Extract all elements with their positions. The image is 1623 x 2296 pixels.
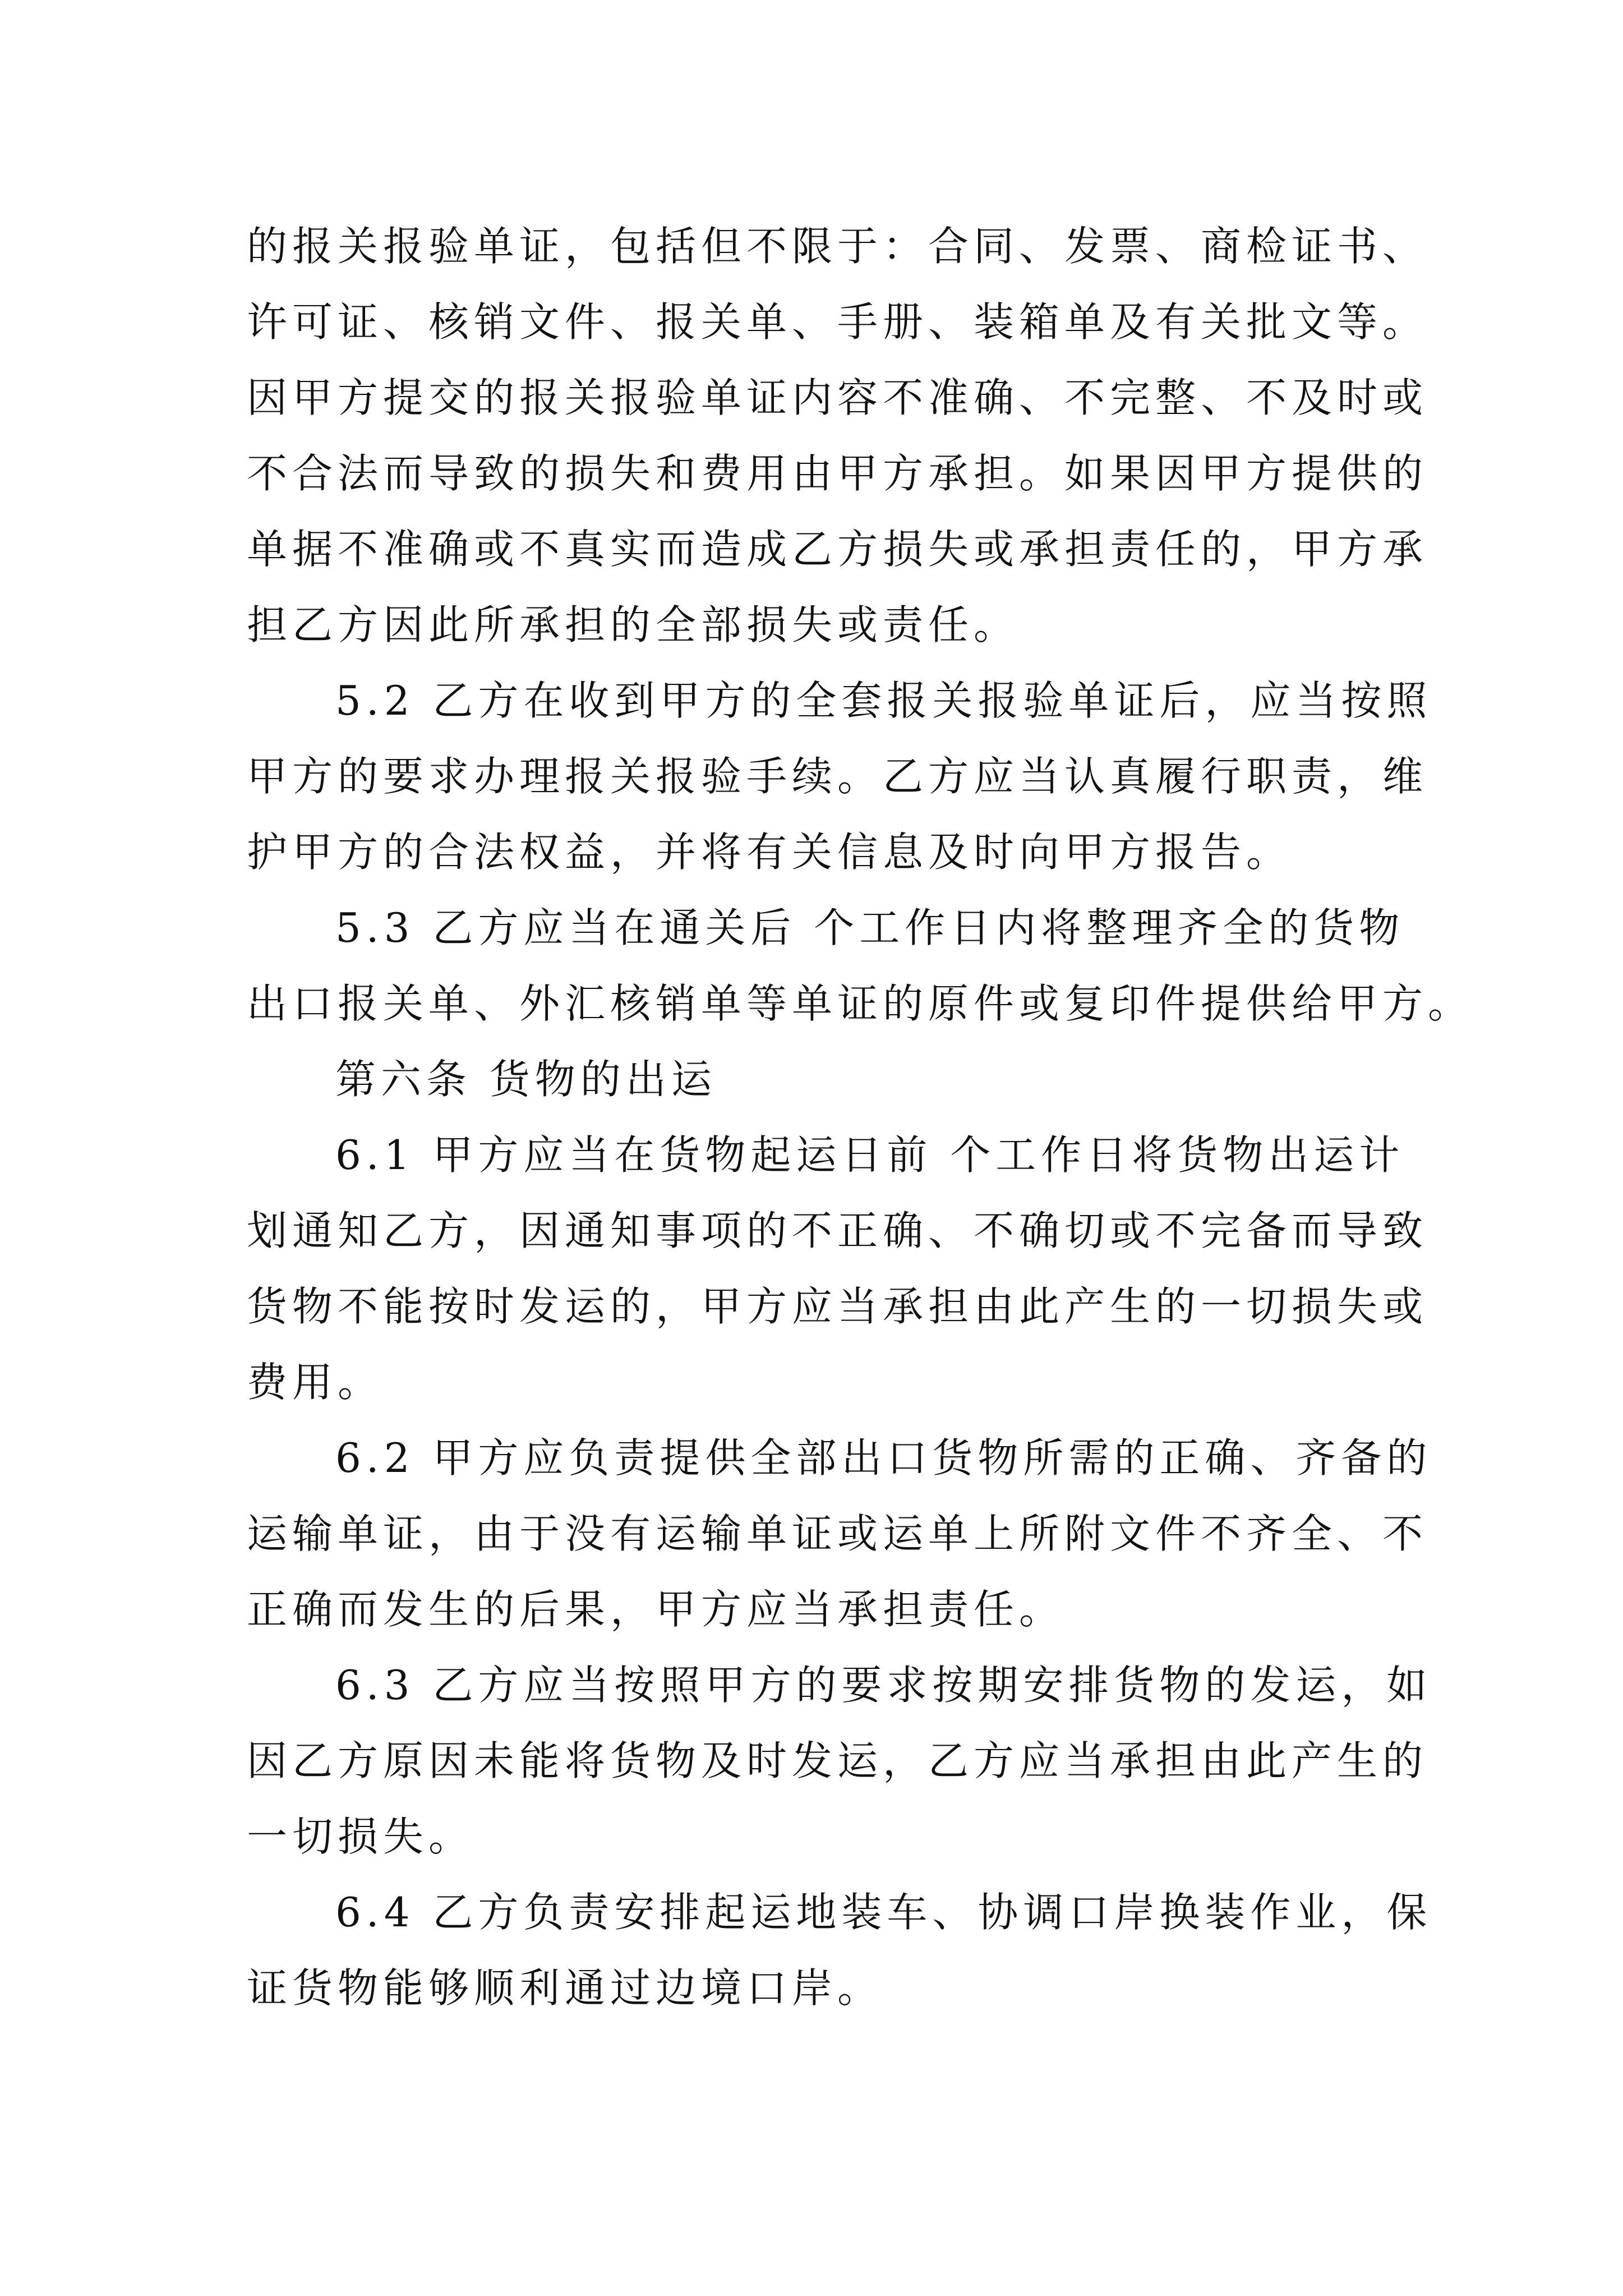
document-body: [247, 209, 1474, 2026]
text-line: 担乙方因此所承担的全部损失或责任。: [247, 601, 1020, 648]
paragraph-5-3-start: 5.3 乙方应当在通关后 个工作日内将整理齐全的货物: [335, 904, 1405, 951]
text-line: 因乙方原因未能将货物及时发运，乙方应当承担由此产生的: [247, 1737, 1428, 1784]
paragraph-5-2-start: 5.2 乙方在收到甲方的全套报关报验单证后，应当按照: [335, 677, 1432, 724]
text-line: 出口报关单、外汇核销单等单证的原件或复印件提供给甲方。: [247, 980, 1474, 1027]
text-line: 因甲方提交的报关报验单证内容不准确、不完整、不及时或: [247, 374, 1428, 421]
section-heading-article-6: 第六条 货物的出运: [335, 1056, 717, 1103]
text-line: 的报关报验单证，包括但不限于：合同、发票、商检证书、: [247, 223, 1428, 270]
text-line: 甲方的要求办理报关报验手续。乙方应当认真履行职责，维: [247, 753, 1428, 800]
text-line: 货物不能按时发运的，甲方应当承担由此产生的一切损失或: [247, 1283, 1428, 1330]
paragraph-6-2-start: 6.2 甲方应负责提供全部出口货物所需的正确、齐备的: [335, 1434, 1432, 1481]
text-line: 划通知乙方，因通知事项的不正确、不确切或不完备而导致: [247, 1207, 1428, 1254]
paragraph-6-1-start: 6.1 甲方应当在货物起运日前 个工作日将货物出运计: [335, 1131, 1405, 1179]
text-line: 一切损失。: [247, 1813, 474, 1860]
text-line: 不合法而导致的损失和费用由甲方承担。如果因甲方提供的: [247, 450, 1428, 497]
text-line: 运输单证，由于没有运输单证或运单上所附文件不齐全、不: [247, 1510, 1428, 1557]
text-line: 证货物能够顺利通过边境口岸。: [247, 1964, 883, 2012]
paragraph-6-4-start: 6.4 乙方负责安排起运地装车、协调口岸换装作业，保: [335, 1889, 1432, 1936]
text-line: 护甲方的合法权益，并将有关信息及时向甲方报告。: [247, 829, 1292, 876]
paragraph-6-3-start: 6.3 乙方应当按照甲方的要求按期安排货物的发运，如: [335, 1662, 1432, 1709]
text-line: 费用。: [247, 1359, 384, 1406]
text-line: 单据不准确或不真实而造成乙方损失或承担责任的，甲方承: [247, 526, 1428, 573]
text-line: 许可证、核销文件、报关单、手册、装箱单及有关批文等。: [247, 298, 1428, 346]
text-line: 正确而发生的后果，甲方应当承担责任。: [247, 1586, 1065, 1633]
